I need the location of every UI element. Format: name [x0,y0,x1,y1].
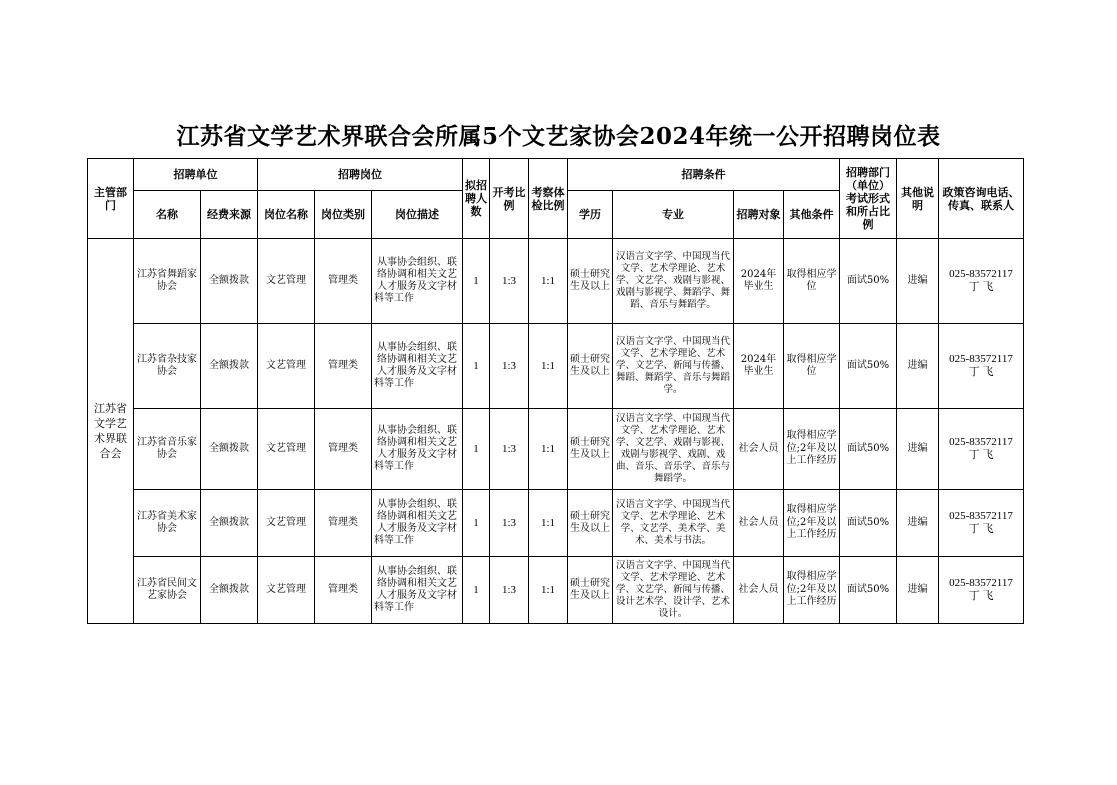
post-desc-cell: 从事协会组织、联络协调和相关文艺人才服务及文字材料等工作 [372,324,463,409]
fund-cell: 全额拨款 [201,324,258,409]
major-cell: 汉语言文字学、中国现当代文学、艺术学理论、艺术学、文艺学、新闻与传播、舞蹈、舞蹈学、音乐与舞蹈学。 [613,324,734,409]
interview-cell: 面试50% [840,557,897,624]
target-cell: 2024年毕业生 [734,239,784,324]
contact-person: 丁 飞 [968,449,994,461]
header-count: 拟招聘人数 [463,159,490,239]
remark-cell: 进编 [897,490,939,557]
department-cell: 江苏省文学艺术界联合会 [88,239,134,624]
target-cell: 社会人员 [734,409,784,490]
page-title: 江苏省文学艺术界联合会所属5个文艺家协会2024年统一公开招聘岗位表 [176,123,941,150]
post-type-cell: 管理类 [315,490,372,557]
count-cell: 1 [463,409,490,490]
header-post-name: 岗位名称 [258,191,315,239]
other-cond-cell: 取得相应学位;2年及以上工作经历 [784,409,840,490]
post-name-cell: 文艺管理 [258,490,315,557]
major-cell: 汉语言文字学、中国现当代文学、艺术学理论、艺术学、文艺学、戏剧与影视、戏剧与影视学、舞蹈学、舞蹈、音乐与舞蹈学。 [613,239,734,324]
header-unit: 招聘单位 [134,159,258,191]
major-cell: 汉语言文字学、中国现当代文学、艺术学理论、艺术学、文艺学、新闻与传播、设计艺术学、设计学、艺术设计。 [613,557,734,624]
post-name-cell: 文艺管理 [258,239,315,324]
other-cond-cell: 取得相应学位 [784,239,840,324]
major-cell: 汉语言文字学、中国现当代文学、艺术学理论、艺术学、文艺学、戏剧与影视、戏剧与影视学、戏剧、戏曲、音乐、音乐学、音乐与舞蹈学。 [613,409,734,490]
unit-name-cell: 江苏省杂技家协会 [134,324,201,409]
other-cond-cell: 取得相应学位;2年及以上工作经历 [784,490,840,557]
contact-person: 丁 飞 [968,590,994,602]
post-desc-cell: 从事协会组织、联络协调和相关文艺人才服务及文字材料等工作 [372,239,463,324]
phone-number: 025-83572117 [949,577,1013,589]
header-post-type: 岗位类别 [315,191,372,239]
contact-cell [939,239,1024,324]
table-row [88,490,1024,557]
edu-cell: 硕士研究生及以上 [568,409,613,490]
header-unit-name: 名称 [134,191,201,239]
table-row [88,557,1024,624]
unit-name-cell: 江苏省音乐家协会 [134,409,201,490]
header-target: 招聘对象 [734,191,784,239]
exam-ratio-cell: 1:1 [529,557,568,624]
target-cell: 社会人员 [734,557,784,624]
count-cell: 1 [463,324,490,409]
edu-cell: 硕士研究生及以上 [568,490,613,557]
remark-cell: 进编 [897,409,939,490]
major-cell: 汉语言文字学、中国现当代文学、艺术学理论、艺术学、文艺学、美术学、美术、美术与书法。 [613,490,734,557]
post-name-cell: 文艺管理 [258,409,315,490]
phone-number: 025-83572117 [949,510,1013,522]
contact-cell [939,557,1024,624]
ratio-cell: 1:3 [490,490,529,557]
post-desc-cell: 从事协会组织、联络协调和相关文艺人才服务及文字材料等工作 [372,490,463,557]
fund-cell: 全额拨款 [201,490,258,557]
header-ratio: 开考比例 [490,159,529,239]
exam-ratio-cell: 1:1 [529,490,568,557]
unit-name-cell: 江苏省舞蹈家协会 [134,239,201,324]
remark-cell: 进编 [897,324,939,409]
fund-cell: 全额拨款 [201,409,258,490]
fund-cell: 全额拨款 [201,557,258,624]
fund-cell: 全额拨款 [201,239,258,324]
count-cell: 1 [463,557,490,624]
contact-cell [939,324,1024,409]
header-interview: 招聘部门（单位）考试形式和所占比例 [840,159,897,239]
interview-cell: 面试50% [840,490,897,557]
post-type-cell: 管理类 [315,324,372,409]
edu-cell: 硕士研究生及以上 [568,239,613,324]
interview-cell: 面试50% [840,324,897,409]
ratio-cell: 1:3 [490,324,529,409]
phone-number: 025-83572117 [949,353,1013,365]
other-cond-cell: 取得相应学位;2年及以上工作经历 [784,557,840,624]
exam-ratio-cell: 1:1 [529,324,568,409]
edu-cell: 硕士研究生及以上 [568,324,613,409]
table-row [88,239,1024,324]
post-desc-cell: 从事协会组织、联络协调和相关文艺人才服务及文字材料等工作 [372,557,463,624]
target-cell: 社会人员 [734,490,784,557]
recruitment-table [87,158,1024,624]
interview-cell: 面试50% [840,239,897,324]
post-name-cell: 文艺管理 [258,324,315,409]
post-desc-cell: 从事协会组织、联络协调和相关文艺人才服务及文字材料等工作 [372,409,463,490]
contact-person: 丁 飞 [968,523,994,535]
header-conditions: 招聘条件 [568,159,840,191]
post-type-cell: 管理类 [315,409,372,490]
contact-cell [939,490,1024,557]
target-cell: 2024年毕业生 [734,324,784,409]
header-post-desc: 岗位描述 [372,191,463,239]
post-type-cell: 管理类 [315,557,372,624]
header-unit-fund: 经费来源 [201,191,258,239]
contact-cell [939,409,1024,490]
header-row-1 [88,159,1024,191]
table-row [88,324,1024,409]
post-name-cell: 文艺管理 [258,557,315,624]
edu-cell: 硕士研究生及以上 [568,557,613,624]
remark-cell: 进编 [897,239,939,324]
header-exam-ratio: 考察体检比例 [529,159,568,239]
header-other-cond: 其他条件 [784,191,840,239]
header-major: 专业 [613,191,734,239]
post-type-cell: 管理类 [315,239,372,324]
ratio-cell: 1:3 [490,239,529,324]
count-cell: 1 [463,490,490,557]
exam-ratio-cell: 1:1 [529,409,568,490]
header-contact: 政策咨询电话、传真、联系人 [939,159,1024,239]
header-remark: 其他说明 [897,159,939,239]
contact-person: 丁 飞 [968,281,994,293]
count-cell: 1 [463,239,490,324]
phone-number: 025-83572117 [949,268,1013,280]
header-post: 招聘岗位 [258,159,463,191]
ratio-cell: 1:3 [490,557,529,624]
phone-number: 025-83572117 [949,436,1013,448]
header-edu: 学历 [568,191,613,239]
ratio-cell: 1:3 [490,409,529,490]
contact-person: 丁 飞 [968,366,994,378]
remark-cell: 进编 [897,557,939,624]
unit-name-cell: 江苏省民间文艺家协会 [134,557,201,624]
table-row [88,409,1024,490]
unit-name-cell: 江苏省美术家协会 [134,490,201,557]
interview-cell: 面试50% [840,409,897,490]
other-cond-cell: 取得相应学位 [784,324,840,409]
exam-ratio-cell: 1:1 [529,239,568,324]
header-dept: 主管部门 [88,159,134,239]
